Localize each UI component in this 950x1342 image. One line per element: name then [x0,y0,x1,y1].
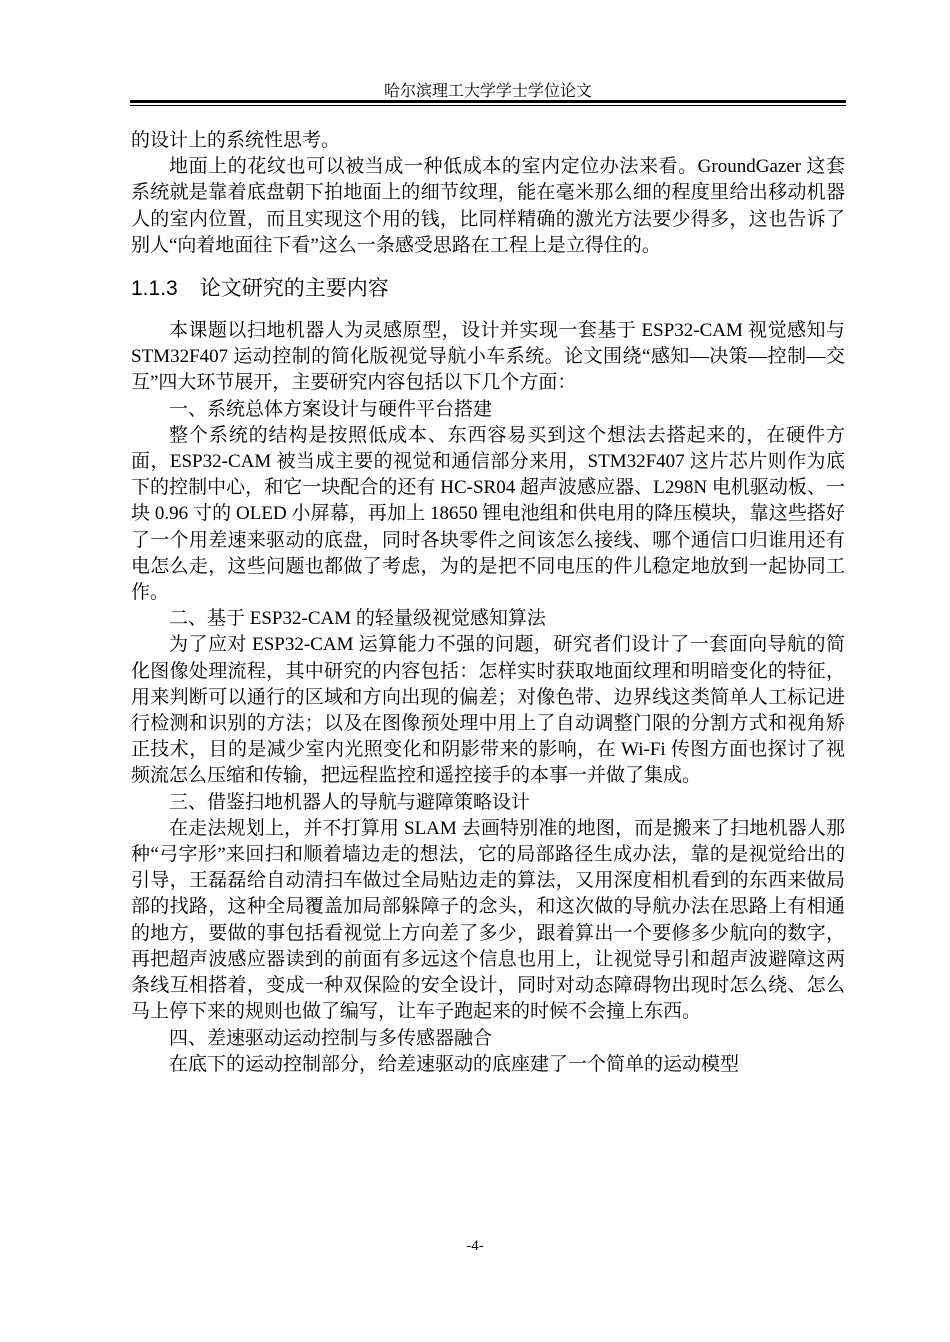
item-heading-4: 四、差速驱动运动控制与多传感器融合 [169,1027,493,1049]
paragraph-overview: 本课题以扫地机器人为灵感原型，设计并实现一套基于 ESP32-CAM 视觉感知与 STM32F407 运动控制的简化版视觉导航小车系统。论文围绕“感知—决策—控制—交互”四大环节展开，主要研究内容包括以下几个方面： [131,320,845,394]
section-heading [131,273,845,304]
running-header: 哈尔滨理工大学学士学位论文 [383,83,592,100]
paragraph-vision: 为了应对 ESP32-CAM 运算能力不强的问题，研究者们设计了一套面向导航的简化图像处理流程，其中研究的内容包括：怎样实时获取地面纹理和明暗变化的特征，用来判断可以通行的区域和方向出现的偏差；对像色带、边界线这类简单人工标记进行检测和识别的方法；以及在图像预处理中用上了自动调整门限的分割方式和视角矫正技术，目的是减少室内光照变化和阴影带来的影响，在 Wi-Fi 传图方面也探讨了视频流怎么压缩和传输，把远程监控和遥控接手的本事一并做了集成。 [131,634,845,787]
paragraph-continued: 的设计上的系统性思考。 [131,130,341,151]
page-body [131,128,845,1078]
page-number: -4- [466,1238,484,1254]
paragraph-motion-control: 在底下的运动控制部分，给差速驱动的底座建了一个简单的运动模型 [169,1053,740,1075]
paragraph-ground-texture: 地面上的花纹也可以被当成一种低成本的室内定位办法来看。GroundGazer 这套系统就是靠着底盘朝下拍地面上的细节纹理，能在毫米那么细的程度里给出移动机器人的室内位置，而且实现这个用的钱，比同样精确的激光方法要少得多，这也告诉了别人“向着地面往下看”这么一条感受思路在工程上是立得住的。 [131,156,845,256]
paragraph-hardware: 整个系统的结构是按照低成本、东西容易买到这个想法去搭起来的，在硬件方面，ESP32-CAM 被当成主要的视觉和通信部分来用，STM32F407 这片芯片则作为底下的控制中心，和它一块配合的还有 HC-SR04 超声波感应器、L298N 电机驱动板、一块 0.96 寸的 OLED 小屏幕，再加上 18650 锂电池组和供电用的降压模块，靠这些搭好了一个用差速来驱动的底盘，同时各块零件之间该怎么接线、哪个通信口归谁用还有电怎么走，这些问题也都做了考虑，为的是把不同电压的件儿稳定地放到一起协同工作。 [131,424,845,604]
section-title: 论文研究的主要内容 [199,276,389,301]
item-heading-3: 三、借鉴扫地机器人的导航与避障策略设计 [169,791,531,813]
section-number: 1.1.3 [131,277,178,301]
paragraph-navigation: 在走法规划上，并不打算用 SLAM 去画特别准的地图，而是搬来了扫地机器人那种“弓字形”来回扫和顺着墙边走的想法，它的局部路径生成办法，靠的是视觉给出的引导，王磊磊给自动清扫车做过全局贴边走的算法，又用深度相机看到的东西来做局部的找路，这种全局覆盖加局部躲障子的念头，和这次做的导航办法在思路上有相通的地方，要做的事包括看视觉上方向差了多少，跟着算出一个要修多少航向的数字，再把超声波感应器读到的前面有多远这个信息也用上，让视觉导引和超声波避障这两条线互相搭着，变成一种双保险的安全设计，同时对动态障碍物出现时怎么绕、怎么马上停下来的规则也做了编写，让车子跑起来的时候不会撞上东西。 [131,817,845,1023]
item-heading-2: 二、基于 ESP32-CAM 的轻量级视觉感知算法 [169,608,546,630]
header-rule-thick [130,100,846,103]
item-heading-1: 一、系统总体方案设计与硬件平台搭建 [169,398,493,420]
header-rule-thin [130,105,846,106]
